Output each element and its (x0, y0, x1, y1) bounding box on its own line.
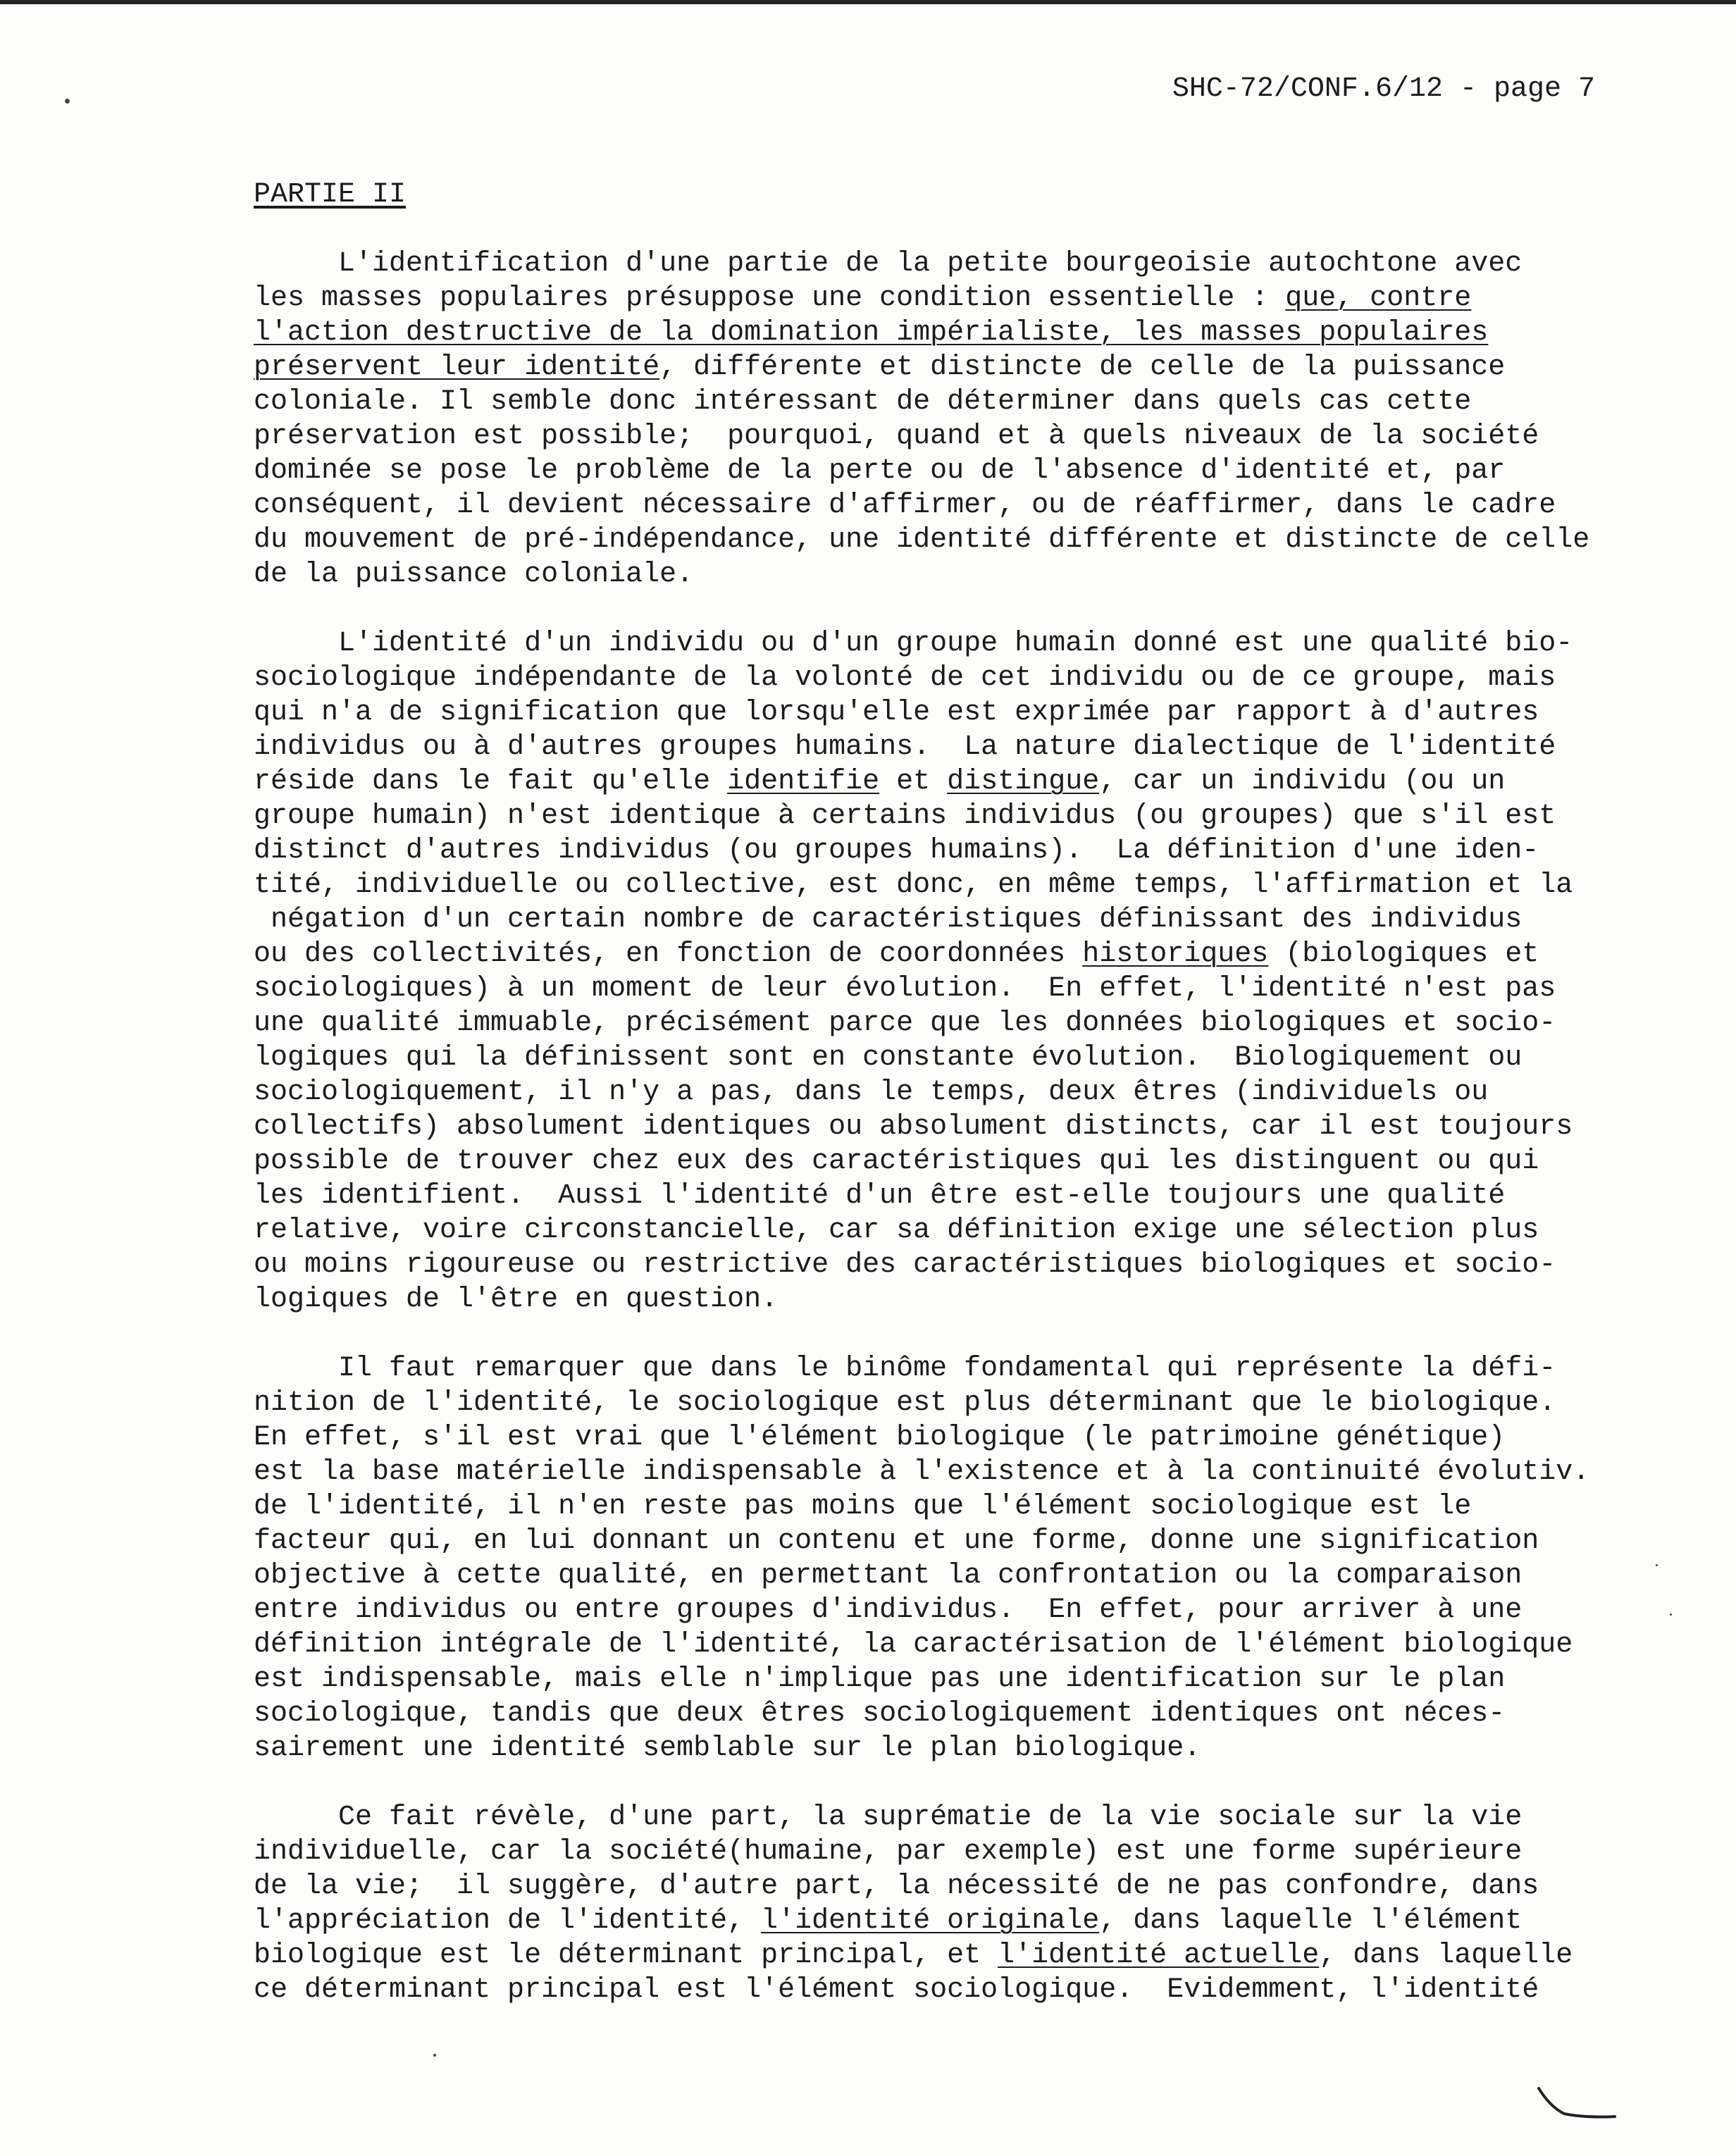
text-line: préservation est possible; pourquoi, quand et à quels niveaux de la société (254, 421, 1539, 452)
text-line: L'identification d'une partie de la petite bourgeoisie autochtone avec (254, 248, 1523, 280)
text-line: réside dans le fait qu'elle identifie et distingue, car un individu (ou un (254, 766, 1506, 798)
text-line: relative, voire circonstancielle, car sa définition exige une sélection plus (254, 1215, 1539, 1246)
underlined-phrase: l'identité originale (761, 1905, 1100, 1937)
text-line: les identifient. Aussi l'identité d'un être est-elle toujours une qualité (254, 1180, 1506, 1212)
text-line: de la puissance coloniale. (254, 559, 694, 590)
text-line: les masses populaires présuppose une condition essentielle : que, contre (254, 283, 1472, 314)
text-line: qui n'a de signification que lorsqu'elle est exprimée par rapport à d'autres (254, 697, 1539, 729)
underlined-phrase: préservent leur identité (254, 352, 660, 383)
text-line: En effet, s'il est vrai que l'élément biologique (le patrimoine génétique) (254, 1422, 1506, 1454)
paragraph (254, 247, 1663, 592)
text-line: ou des collectivités, en fonction de coordonnées historiques (biologiques et (254, 938, 1539, 970)
text-line: une qualité immuable, précisément parce que les données biologiques et socio- (254, 1008, 1556, 1039)
scan-speck (1656, 1564, 1658, 1566)
text-line: dominée se pose le problème de la perte ou de l'absence d'identité et, par (254, 455, 1506, 487)
text-line: objective à cette qualité, en permettant la confrontation ou la comparaison (254, 1560, 1523, 1592)
scan-speck (433, 2054, 436, 2057)
text-line: collectifs) absolument identiques ou absolument distincts, car il est toujours (254, 1111, 1573, 1143)
text-line: Il faut remarquer que dans le binôme fondamental qui représente la défi- (254, 1353, 1556, 1384)
text-line: logiques qui la définissent sont en constante évolution. Biologiquement ou (254, 1042, 1523, 1074)
text-line: sociologique, tandis que deux êtres sociologiquement identiques ont néces- (254, 1698, 1506, 1730)
text-line: L'identité d'un individu ou d'un groupe humain donné est une qualité bio- (254, 628, 1573, 659)
underlined-phrase: historiques (1082, 938, 1269, 970)
underlined-phrase: l'action destructive de la domination impérialiste, les masses populaires (254, 317, 1489, 349)
text-line: l'appréciation de l'identité, l'identité originale, dans laquelle l'élément (254, 1905, 1523, 1937)
text-line: individus ou à d'autres groupes humains. La nature dialectique de l'identité (254, 731, 1556, 763)
text-line: tité, individuelle ou collective, est donc, en même temps, l'affirmation et la (254, 869, 1573, 901)
text-line: groupe humain) n'est identique à certains individus (ou groupes) que s'il est (254, 800, 1556, 832)
paragraph (254, 1800, 1663, 2007)
text-line: du mouvement de pré-indépendance, une identité différente et distincte de celle (254, 524, 1590, 556)
text-line: facteur qui, en lui donnant un contenu et une forme, donne une signification (254, 1525, 1539, 1557)
text-line: est la base matérielle indispensable à l'existence et à la continuité évolutiv. (254, 1456, 1590, 1488)
text-line: biologique est le déterminant principal, et l'identité actuelle, dans laquelle (254, 1940, 1573, 1971)
paragraph (254, 626, 1663, 1317)
text-line: ce déterminant principal est l'élément sociologique. Evidemment, l'identité (254, 1974, 1539, 2006)
underlined-phrase: l'identité actuelle (998, 1940, 1320, 1971)
text-line: négation d'un certain nombre de caractéristiques définissant des individus (254, 904, 1523, 936)
scan-speck (65, 99, 70, 104)
underlined-phrase: que, contre (1285, 283, 1472, 314)
text-line: logiques de l'être en question. (254, 1284, 779, 1315)
scan-top-edge (0, 0, 1736, 4)
underlined-phrase: identifie (727, 766, 880, 798)
underlined-phrase: distingue (947, 766, 1100, 798)
text-line: coloniale. Il semble donc intéressant de déterminer dans quels cas cette (254, 386, 1472, 418)
text-line: nition de l'identité, le sociologique est plus déterminant que le biologique. (254, 1387, 1556, 1419)
paragraph (254, 1351, 1663, 1766)
text-line: est indispensable, mais elle n'implique pas une identification sur le plan (254, 1664, 1506, 1695)
handwritten-corner-mark (1536, 2086, 1620, 2121)
text-line: distinct d'autres individus (ou groupes humains). La définition d'une iden- (254, 835, 1539, 867)
text-line: de la vie; il suggère, d'autre part, la nécessité de ne pas confondre, dans (254, 1871, 1539, 1902)
text-line: entre individus ou entre groupes d'individus. En effet, pour arriver à une (254, 1594, 1523, 1626)
text-line (254, 316, 1663, 350)
section-heading: PARTIE II (254, 179, 407, 211)
page-reference: SHC-72/CONF.6/12 - page 7 (1172, 73, 1595, 105)
text-line: ou moins rigoureuse ou restrictive des caractéristiques biologiques et socio- (254, 1249, 1556, 1281)
text-line: conséquent, il devient nécessaire d'affirmer, ou de réaffirmer, dans le cadre (254, 490, 1556, 521)
text-line: sairement une identité semblable sur le plan biologique. (254, 1733, 1201, 1764)
document-body (254, 247, 1663, 2042)
text-line: Ce fait révèle, d'une part, la suprématie de la vie sociale sur la vie (254, 1802, 1523, 1833)
text-line: individuelle, car la société(humaine, par exemple) est une forme supérieure (254, 1836, 1523, 1868)
text-line: préservent leur identité, différente et distincte de celle de la puissance (254, 352, 1506, 383)
scan-speck (1670, 1613, 1672, 1616)
text-line: sociologiques) à un moment de leur évolution. En effet, l'identité n'est pas (254, 973, 1556, 1005)
text-line: définition intégrale de l'identité, la caractérisation de l'élément biologique (254, 1629, 1573, 1661)
text-line: de l'identité, il n'en reste pas moins que l'élément sociologique est le (254, 1491, 1472, 1523)
text-line: possible de trouver chez eux des caractéristiques qui les distinguent ou qui (254, 1146, 1539, 1177)
text-line: sociologiquement, il n'y a pas, dans le temps, deux êtres (individuels ou (254, 1077, 1489, 1108)
text-line: sociologique indépendante de la volonté de cet individu ou de ce groupe, mais (254, 662, 1556, 694)
